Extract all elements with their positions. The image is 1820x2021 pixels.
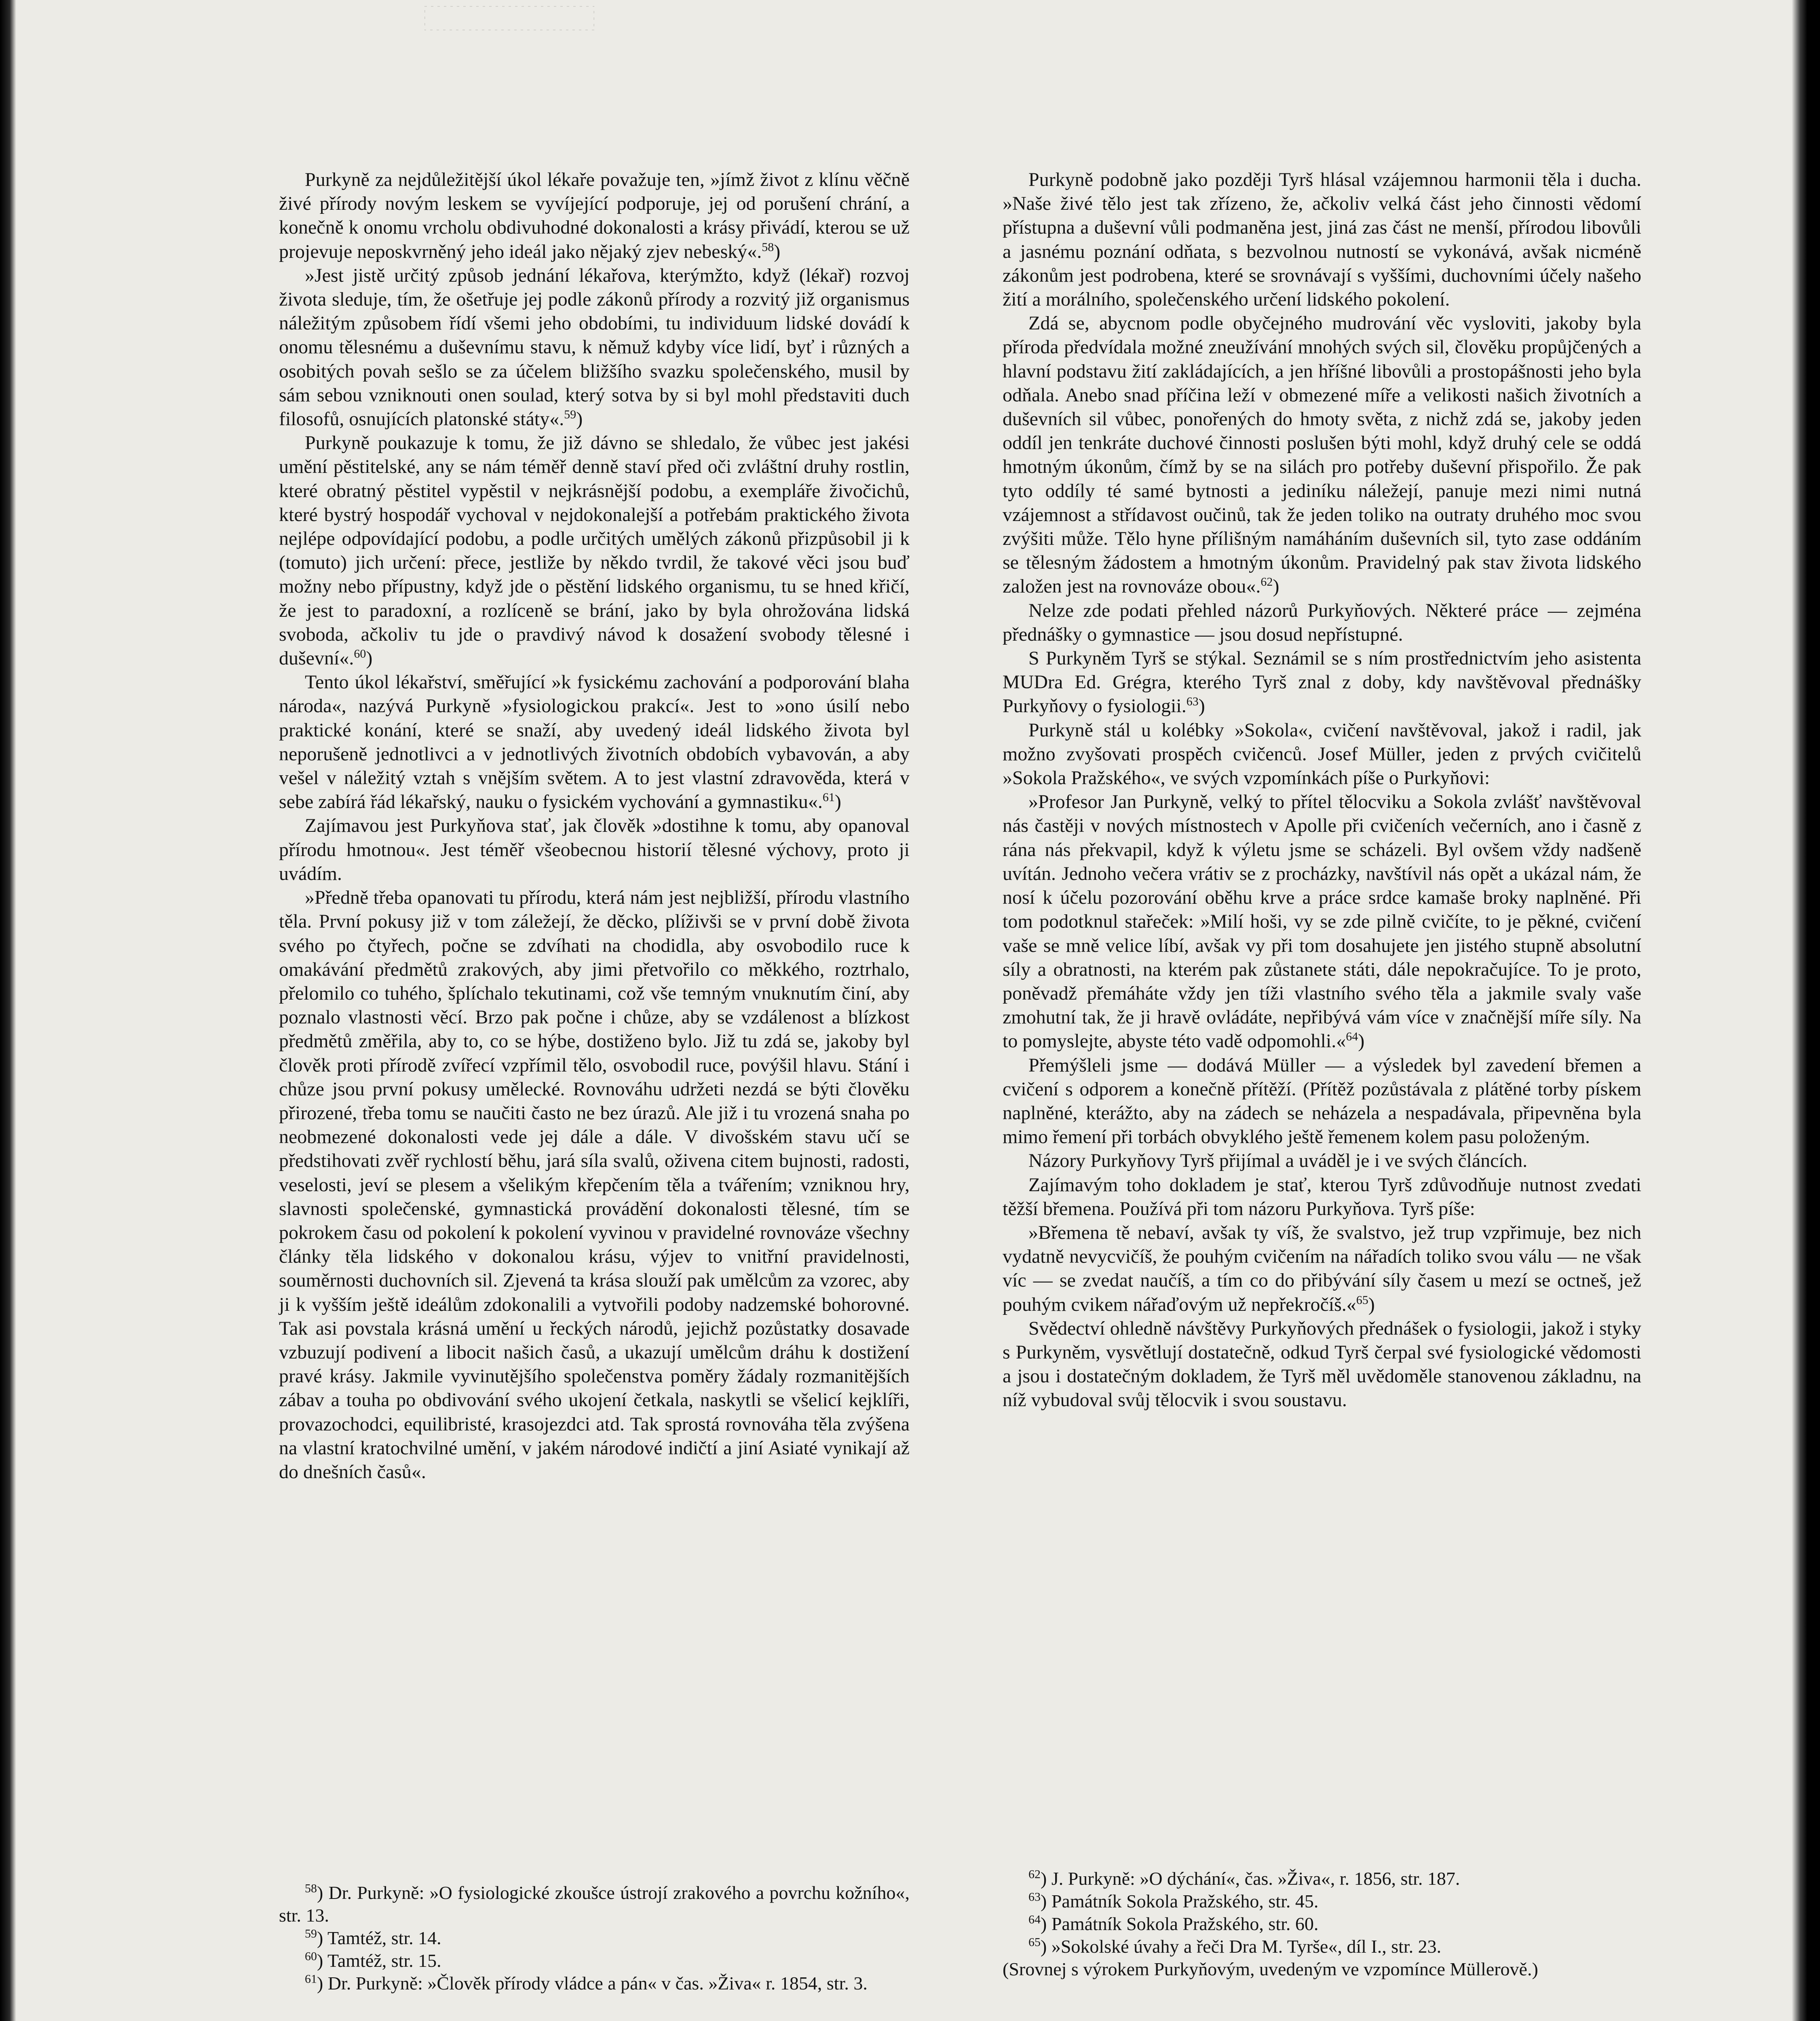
paragraph: Purkyně podobně jako později Tyrš hlásal vzájemnou harmonii těla i ducha. »Naše živé tělo jest tak zřízeno, že, ačkoliv velká část jeho činnosti vědomí přístupna a duševní vůli podmaněna jest, jiná zas část ne menší, přírodou libovůli a jasnému poznání odňata, s bezvolnou nutností se vykonává, avšak nicméně zákonům jest podrobena, které se srovnávají s vyššími, duchovními účely našeho žití a morálního, společenského určení lidského pokolení. bbox=[1003, 169, 1641, 310]
footnote: $^{62}$) J. Purkyně: »O dýchání«, čas. »Živa«, r. 1856, str. 187. bbox=[1028, 1867, 1460, 1889]
left-text-column bbox=[279, 168, 910, 1484]
paragraph: Tento úkol lékařství, směřující »k fysickému zachování a podporování blaha národa«, nazývá Purkyně »fysiologickou prakcí«. Jest to »ono úsilí nebo praktické konání, které se snaží, aby uvedený ideál lidského života byl neporušeně jednotlivci a v jednotlivých životních obdobích vybavován, a aby vešel v náležitý vztah s vnějším světem. A to jest vlastní zdravověda, která v sebe zabírá řád lékařský, nauku o fysickém vychování a gymnastiku«.$^{61}$) bbox=[279, 671, 910, 813]
scan-edge-left bbox=[0, 0, 16, 2021]
paragraph: Svědectví ohledně návštěvy Purkyňových přednášek o fysiologii, jakož i styky s Purkyněm, vysvětlují dostatečně, odkud Tyrš čerpal své fysiologické vědomosti a jsou i dostatečným dokladem, že Tyrš měl uvědoměle stanovenou základnu, na níž vybudoval svůj tělocvik i svou soustavu. bbox=[1003, 1317, 1641, 1411]
scan-edge-right bbox=[1792, 0, 1820, 2021]
footnote: $^{65}$) »Sokolské úvahy a řeči Dra M. Tyrše«, díl I., str. 23. bbox=[1028, 1935, 1442, 1957]
footnote: $^{60}$) Tamtéž, str. 15. bbox=[305, 1949, 441, 1971]
paragraph: Zajímavou jest Purkyňova stať, jak člověk »dostihne k tomu, aby opanoval přírodu hmotnou«. Jest téměř všeobecnou historií tělesné výchovy, proto ji uvádím. bbox=[279, 815, 910, 884]
paragraph: »Profesor Jan Purkyně, velký to přítel tělocviku a Sokola zvlášť navštěvoval nás častěji v nových místnostech v Apolle při cvičeních večerních, ano i časně z rána nás překvapil, když k výletu jsme se scházeli. Byl ovšem vždy nadšeně uvítán. Jednoho večera vrátiv se z procházky, navštívil nás opět a ukázal nám, že nosí k účelu pozorování oběhu krve a práce srdce kamaše broky naplněné. Při tom podotknul stařeček: »Milí hoši, vy se zde pilně cvičíte, to je pěkné, cvičení vaše se mně velice líbí, avšak vy při tom dosahujete jen jistého stupně absolutní síly a obratnosti, na kterém pak zůstanete státi, dále nepokračujíce. To je proto, poněvadž přemáháte vždy jen tíži vlastního svého těla a jakmile svaly vaše zmohutní tak, že ji hravě ovládáte, nepřibývá vám více v značnější míře síly. Na to pomyslejte, abyste této vadě odpomohli.«$^{64}$) bbox=[1003, 791, 1641, 1052]
paragraph: Nelze zde podati přehled názorů Purkyňových. Některé práce — zejména přednášky o gymnastice — jsou dosud nepřístupné. bbox=[1003, 599, 1641, 645]
paragraph: »Předně třeba opanovati tu přírodu, která nám jest nejbližší, přírodu vlastního těla. První pokusy již v tom záležejí, že děcko, plíživši se v první době života svého po čtyřech, počne se zdvíhati na chodidla, aby osvobodilo ruce k omakávání předmětů zrakových, aby jimi přetvořilo co měkkého, roztrhalo, přelomilo co tuhého, šplíchalo tekutinami, což vše temným vnuknutím činí, aby poznalo vlastnosti věcí. Brzo pak počne i chůze, aby se vzdálenost a blízkost předmětů změřila, aby to, co se hýbe, dostiženo bylo. Již tu zdá se, jakoby byl člověk proti přírodě zvířecí vzpřímil tělo, osvobodil ruce, povýšil hlavu. Stání i chůze jsou první pokusy umělecké. Rovnováhu udržeti nezdá se býti člověku přirozené, třeba tomu se naučiti často ne bez úrazů. Ale již i tu vrozená snaha po neobmezené dokonalosti vede jej dále a dále. V divošském stavu učí se předstihovati zvěř rychlostí běhu, jará síla svalů, oživena citem bujnosti, radosti, veselosti, jeví se plesem a všelikým křepčením těla a tvářením; vzniknou hry, slavnosti společenské, gymnastická provádění dokonalosti tělesné, tím se pokrokem času od pokolení k pokolení vyvinou v pravidelné rovnováze všechny články těla lidského v dokonalou krásu, výjev to vnitřní pravidelnosti, souměrnosti duchovních sil. Zjevená ta krása slouží pak umělcům za vzorec, aby ji k vyšším ještě ideálům zdokonalili a vytvořili podoby nadzemské bohorovné. Tak asi povstala krásná umění u řeckých národů, jejichž pozůstatky dosavade vzbuzují podivení a libocit našich časů, a ukazují umělcům dráhu k dostižení pravé krásy. Jakmile vyvinutějšího společenstva poměry žádaly rozmanitějších zábav a touha po obdivování svého ukojení četkala, naskytli se všelicí kejklíři, provazochodci, equilibristé, krasojezdci atd. Tak sprostá rovnováha těla zvýšena na vlastní kratochvilné umění, v jakém národové indičtí a jiní Asiaté vynikají až do dnešních časů«. bbox=[279, 887, 910, 1483]
paragraph: Purkyně za nejdůležitější úkol lékaře považuje ten, »jímž život z klínu věčně živé přírody novým leskem se vyvíjející podporuje, jej od porušení chrání, a konečně k onomu vrcholu obdivuhodné dokonalosti a krásy přivádí, kterou se už projevuje neposkvrněný jeho ideál jako nějaký zjev nebeský«.$^{58}$) bbox=[279, 169, 910, 262]
footnote-note: (Srovnej s výrokem Purkyňovým, uvedeným ve vzpomínce Müllerově.) bbox=[1003, 1959, 1538, 1979]
paragraph: Purkyně poukazuje k tomu, že již dávno se shledalo, že vůbec jest jakési umění pěstitelské, any se nám téměř denně staví před oči zvláštní druhy rostlin, které obratný pěstitel vypěstil v nejkrásnější podobu, a exempláře živočichů, které bystrý hospodář vychoval v nejdokonalejší a potřebám praktického života nejlépe odpovídající podobu, a podle určitých umělých zákonů přizpůsobil ji k (tomuto) jich určení: přece, jestliže by někdo tvrdil, že takové věci jsou buď možny nebo přípustny, když jde o pěstění lidského organismu, tu se hned křičí, že jest to paradoxní, a rozlíceně se brání, jako by byla ohrožována lidská svoboda, ačkoliv tu jde o pravdivý návod k dosažení svobody tělesné i duševní«.$^{60}$) bbox=[279, 432, 910, 669]
faded-header-mark bbox=[424, 6, 594, 30]
paragraph: Purkyně stál u kolébky »Sokola«, cvičení navštěvoval, jakož i radil, jak možno zvyšovati prospěch cvičenců. Josef Müller, jeden z prvých cvičitelů »Sokola Pražského«, ve svých vzpomínkách píše o Purkyňovi: bbox=[1003, 719, 1641, 789]
paragraph: S Purkyněm Tyrš se stýkal. Seznámil se s ním prostřednictvím jeho asistenta MUDra Ed. Grégra, kterého Tyrš znal z doby, kdy navštěvoval přednášky Purkyňovy o fysiologii.$^{63}$) bbox=[1003, 648, 1641, 717]
footnote: $^{63}$) Památník Sokola Pražského, str. 45. bbox=[1028, 1890, 1319, 1911]
paragraph: Zajímavým toho dokladem je stať, kterou Tyrš zdůvodňuje nutnost zvedati těžší břemena. Používá při tom názoru Purkyňova. Tyrš píše: bbox=[1003, 1174, 1641, 1219]
footnotes-left bbox=[279, 1882, 910, 1995]
footnote: $^{59}$) Tamtéž, str. 14. bbox=[305, 1927, 441, 1948]
paragraph: Názory Purkyňovy Tyrš přijímal a uváděl je i ve svých článcích. bbox=[1028, 1150, 1528, 1172]
footnote: $^{58}$) Dr. Purkyně: »O fysiologické zkoušce ústrojí zrakového a povrchu kožního«, str. 13. bbox=[279, 1882, 910, 1926]
paragraph: Zdá se, abycnom podle obyčejného mudrování věc vysloviti, jakoby byla příroda předvídala možné zneužívání mnohých svých sil, člověku propůjčených a hlavní podstavu žití zakládajících, a jen hříšné libovůli a prostopášnosti jeho byla odňala. Anebo snad příčina leží v obmezené míře a velikosti našich životních a duševních sil vůbec, ponořených do hmoty světa, z nichž zdá se, jakoby jeden oddíl jen tenkráte duchové činnosti poslušen býti mohl, když druhý cele se oddá hmotným úkonům, čímž by se na silách pro potřeby duševní přispořilo. Že pak tyto oddíly té samé bytnosti a jediníku náležejí, panuje mezi nimi nutná vzájemnost a střídavost oučinů, tak že jeden toliko na outraty druhého moc svou zvýšiti může. Tělo hyne přílišným namáháním duševních sil, tyto zase oddáním se tělesným žádostem a hmotným úkonům. Pravidelný pak stav života lidského založen jest na rovnováze obou«.$^{62}$) bbox=[1003, 312, 1641, 597]
footnote: $^{64}$) Památník Sokola Pražského, str. 60. bbox=[1028, 1913, 1319, 1934]
footnote: $^{61}$) Dr. Purkyně: »Člověk přírody vládce a pán« v čas. »Živa« r. 1854, str. 3. bbox=[305, 1972, 868, 1994]
paragraph: »Jest jistě určitý způsob jednání lékařova, kterýmžto, když (lékař) rozvoj života sleduje, tím, že ošetřuje jej podle zákonů přírody a rozvitý již organismus náležitým způsobem řídí všemi jeho obdobími, tu individuum lidské dovádí k onomu tělesnému a duševnímu stavu, k němuž kdyby více lidí, byť i různých a osobitých povah sešlo se za účelem bližšího svazku společenského, musil by sám sebou vzniknouti onen soulad, který sotva by si byl mohl představiti duch filosofů, osnujících platonské státy«.$^{59}$) bbox=[279, 264, 910, 430]
right-text-column bbox=[1003, 168, 1641, 1412]
paragraph: »Břemena tě nebaví, avšak ty víš, že svalstvo, jež trup vzpřimuje, bez nich vydatně nevycvičíš, že pouhým cvičením na nářadích toliko svou válu — ne však víc — se zvedat naučíš, a tím co do přibývání síly časem u mezí se octneš, jež pouhým cvikem nářaďovým už nepřekročíš.«$^{65}$) bbox=[1003, 1221, 1641, 1315]
paragraph: Přemýšleli jsme — dodává Müller — a výsledek byl zavedení břemen a cvičení s odporem a konečně přítěží. (Přítěž pozůstávala z plátěné torby pískem naplněné, kterážto, aby na zádech se neházela a nespadávala, připevněna byla mimo řemení při torbách obvyklého ještě řemenem kolem pasu položeným. bbox=[1003, 1054, 1641, 1148]
footnotes-right bbox=[1003, 1867, 1641, 1981]
